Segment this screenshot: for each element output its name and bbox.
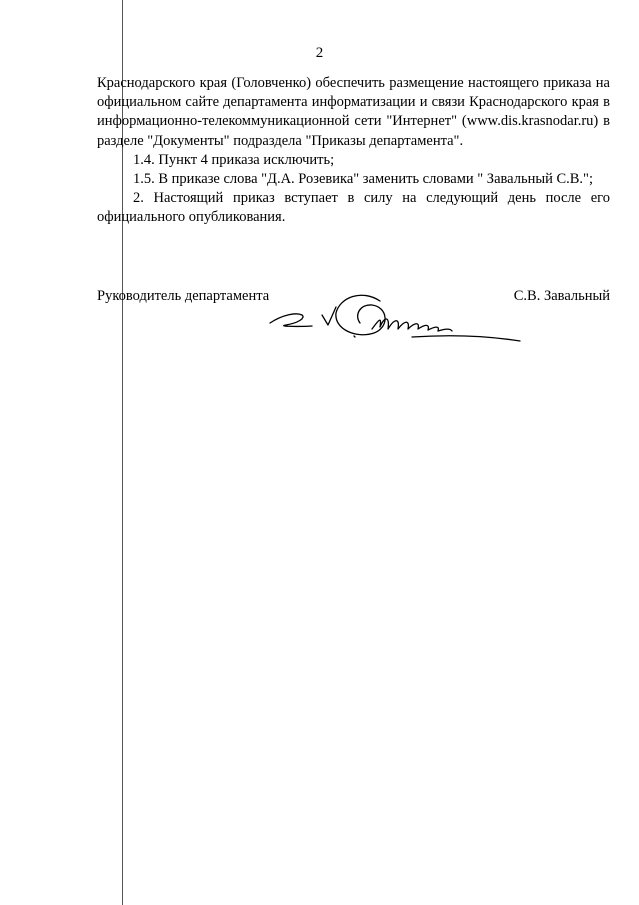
document-body (97, 74, 610, 228)
paragraph-continuation: Краснодарского края (Головченко) обеспечить размещение настоящего приказа на официальном сайте департамента информатизации и связи Краснодарского края в информационно-телекоммуникационной сети "Интернет" (www.dis.krasnodar.ru) в разделе "Документы" подраздела "Приказы департамента". (97, 75, 610, 149)
signatory-position: Руководитель департамента (97, 288, 270, 304)
paragraph-item-2: 2. Настоящий приказ вступает в силу на следующий день после его официального опубликования. (97, 190, 610, 226)
paragraph-item-1-5: 1.5. В приказе слова "Д.А. Розевика" заменить словами " Завальный С.В."; (133, 171, 593, 188)
handwritten-signature (262, 285, 524, 349)
page-number: 2 (315, 45, 324, 61)
paragraph-item-1-4: 1.4. Пункт 4 приказа исключить; (133, 151, 335, 168)
signatory-name: С.В. Завальный (513, 288, 610, 304)
